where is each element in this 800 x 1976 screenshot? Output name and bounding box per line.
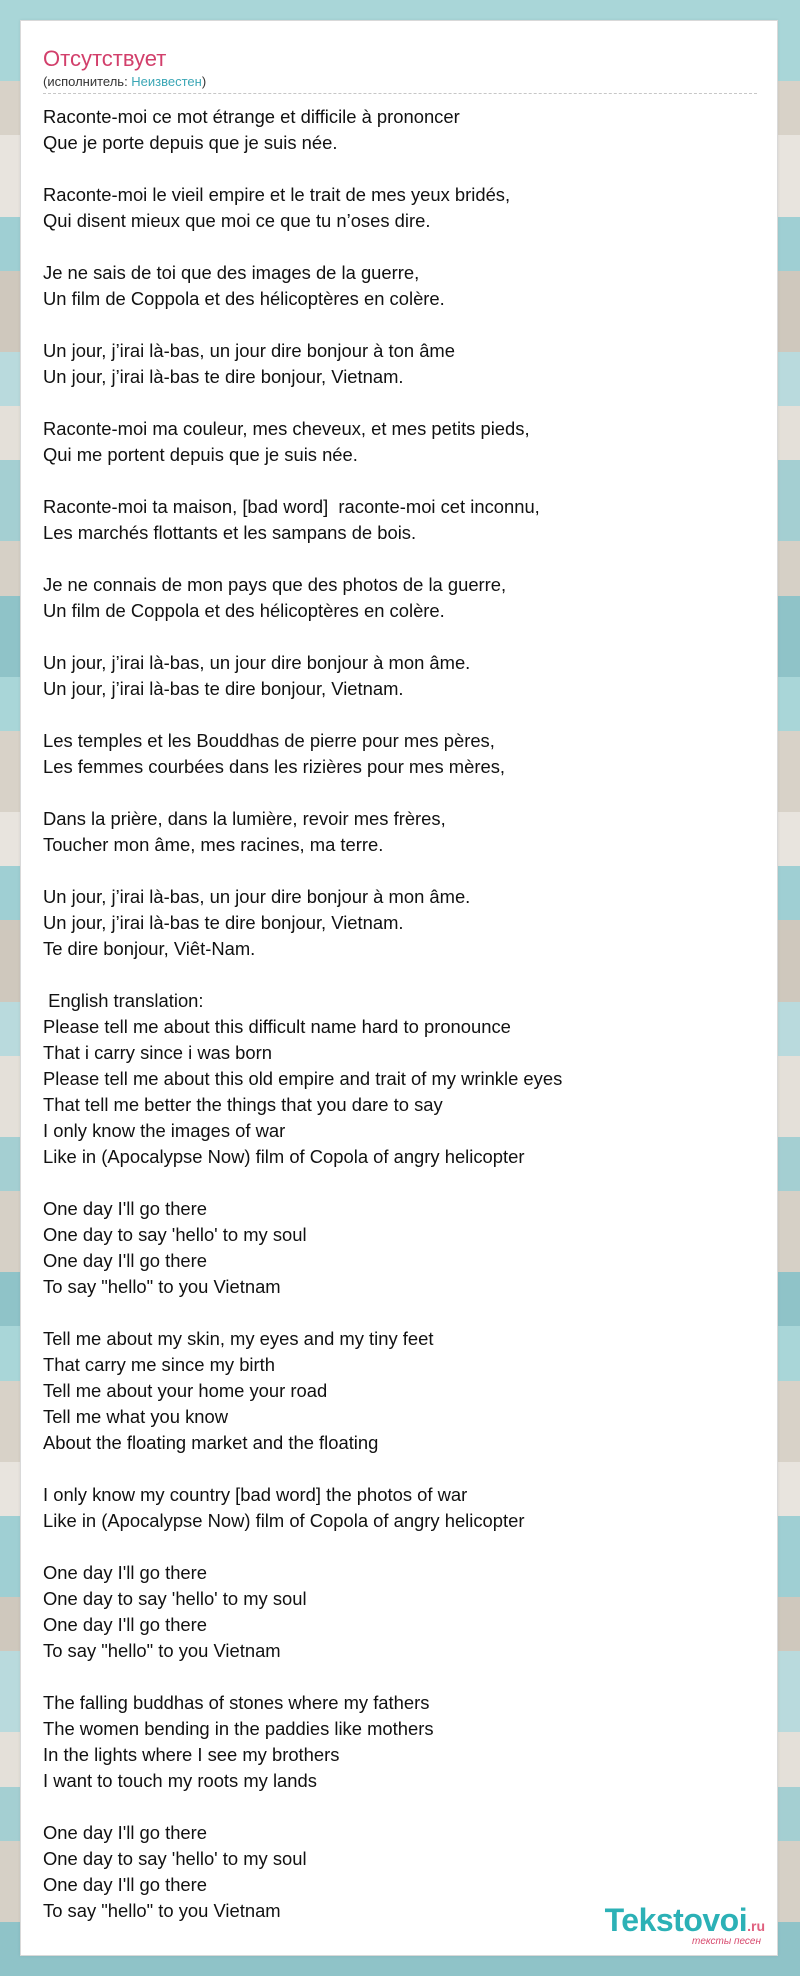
- lyric-line: [43, 1664, 757, 1690]
- lyric-line: [43, 780, 757, 806]
- watermark-tagline: тексты песен: [692, 1936, 761, 1947]
- lyric-line: Raconte-moi le vieil empire et le trait de mes yeux bridés,: [43, 184, 511, 205]
- lyric-line: One day to say 'hello' to my soul: [43, 1588, 307, 1609]
- lyric-line: English translation:: [43, 990, 204, 1011]
- lyric-line: [43, 234, 757, 260]
- lyric-line: One day I'll go there: [43, 1874, 208, 1895]
- lyric-line: One day I'll go there: [43, 1614, 208, 1635]
- lyric-line: [43, 312, 757, 338]
- lyric-line: One day I'll go there: [43, 1562, 208, 1583]
- lyric-line: To say "hello" to you Vietnam: [43, 1276, 281, 1297]
- watermark-tld: .ru: [747, 1918, 765, 1934]
- lyrics-card: [20, 20, 778, 1956]
- lyric-line: [43, 156, 757, 182]
- lyric-line: Les temples et les Bouddhas de pierre pour mes pères,: [43, 730, 495, 751]
- lyrics-text: [43, 104, 757, 1924]
- lyric-line: That tell me better the things that you dare to say: [43, 1094, 443, 1115]
- lyric-line: [43, 1456, 757, 1482]
- lyric-line: One day I'll go there: [43, 1822, 208, 1843]
- lyric-line: Raconte-moi ma couleur, mes cheveux, et mes petits pieds,: [43, 418, 530, 439]
- lyric-line: One day I'll go there: [43, 1198, 208, 1219]
- lyric-line: Like in (Apocalypse Now) film of Copola of angry helicopter: [43, 1510, 525, 1531]
- lyric-line: [43, 702, 757, 728]
- lyric-line: Les marchés flottants et les sampans de bois.: [43, 522, 417, 543]
- lyric-line: That i carry since i was born: [43, 1042, 272, 1063]
- lyric-line: Je ne connais de mon pays que des photos de la guerre,: [43, 574, 507, 595]
- lyric-line: Te dire bonjour, Viêt-Nam.: [43, 938, 256, 959]
- lyric-line: The women bending in the paddies like mothers: [43, 1718, 434, 1739]
- lyric-line: [43, 1534, 757, 1560]
- lyric-line: Please tell me about this old empire and trait of my wrinkle eyes: [43, 1068, 563, 1089]
- lyric-line: Like in (Apocalypse Now) film of Copola of angry helicopter: [43, 1146, 525, 1167]
- lyric-line: One day to say 'hello' to my soul: [43, 1848, 307, 1869]
- lyric-line: Un jour, j’irai là-bas, un jour dire bonjour à mon âme.: [43, 886, 471, 907]
- lyric-line: One day to say 'hello' to my soul: [43, 1224, 307, 1245]
- lyric-line: Qui me portent depuis que je suis née.: [43, 444, 358, 465]
- lyric-line: I only know my country [bad word] the photos of war: [43, 1484, 468, 1505]
- lyric-line: [43, 1300, 757, 1326]
- lyric-line: [43, 1794, 757, 1820]
- lyric-line: [43, 858, 757, 884]
- lyric-line: [43, 962, 757, 988]
- lyric-line: [43, 468, 757, 494]
- lyric-line: Je ne sais de toi que des images de la guerre,: [43, 262, 420, 283]
- lyric-line: [43, 624, 757, 650]
- lyric-line: Que je porte depuis que je suis née.: [43, 132, 338, 153]
- lyric-line: Dans la prière, dans la lumière, revoir mes frères,: [43, 808, 446, 829]
- lyric-line: In the lights where I see my brothers: [43, 1744, 340, 1765]
- lyric-line: Un jour, j’irai là-bas te dire bonjour, Vietnam.: [43, 678, 404, 699]
- divider: [43, 93, 757, 94]
- lyric-line: Tell me about my skin, my eyes and my tiny feet: [43, 1328, 434, 1349]
- lyric-line: Toucher mon âme, mes racines, ma terre.: [43, 834, 384, 855]
- lyric-line: Raconte-moi ce mot étrange et difficile à prononcer: [43, 106, 460, 127]
- performer-prefix: (исполнитель:: [43, 74, 132, 89]
- lyric-line: Raconte-moi ta maison, [bad word] raconte-moi cet inconnu,: [43, 496, 540, 517]
- performer-suffix: ): [201, 74, 207, 89]
- lyric-line: The falling buddhas of stones where my fathers: [43, 1692, 430, 1713]
- lyric-line: Un jour, j’irai là-bas te dire bonjour, Vietnam.: [43, 912, 404, 933]
- lyric-line: [43, 1170, 757, 1196]
- lyric-line: Un jour, j’irai là-bas, un jour dire bonjour à ton âme: [43, 340, 455, 361]
- site-watermark[interactable]: [604, 1902, 765, 1947]
- watermark-logo: Tekstovoi: [604, 1902, 748, 1938]
- lyric-line: Un jour, j’irai là-bas, un jour dire bonjour à mon âme.: [43, 652, 471, 673]
- artist-link[interactable]: Неизвестен: [131, 74, 202, 89]
- lyric-line: Un film de Coppola et des hélicoptères en colère.: [43, 288, 445, 309]
- lyric-line: I want to touch my roots my lands: [43, 1770, 317, 1791]
- lyric-line: [43, 546, 757, 572]
- lyric-line: Un jour, j’irai là-bas te dire bonjour, Vietnam.: [43, 366, 404, 387]
- lyric-line: Tell me about your home your road: [43, 1380, 328, 1401]
- lyric-line: Les femmes courbées dans les rizières pour mes mères,: [43, 756, 505, 777]
- lyric-line: Tell me what you know: [43, 1406, 229, 1427]
- lyric-line: To say "hello" to you Vietnam: [43, 1640, 281, 1661]
- lyric-line: [43, 390, 757, 416]
- lyric-line: That carry me since my birth: [43, 1354, 275, 1375]
- lyric-line: I only know the images of war: [43, 1120, 286, 1141]
- lyric-line: About the floating market and the floating: [43, 1432, 379, 1453]
- lyric-line: To say "hello" to you Vietnam: [43, 1900, 281, 1921]
- performer-line: [43, 73, 206, 91]
- lyric-line: Please tell me about this difficult name hard to pronounce: [43, 1016, 511, 1037]
- lyric-line: Un film de Coppola et des hélicoptères en colère.: [43, 600, 445, 621]
- lyric-line: Qui disent mieux que moi ce que tu n’oses dire.: [43, 210, 431, 231]
- lyric-line: One day I'll go there: [43, 1250, 208, 1271]
- song-title: Отсутствует: [43, 46, 167, 71]
